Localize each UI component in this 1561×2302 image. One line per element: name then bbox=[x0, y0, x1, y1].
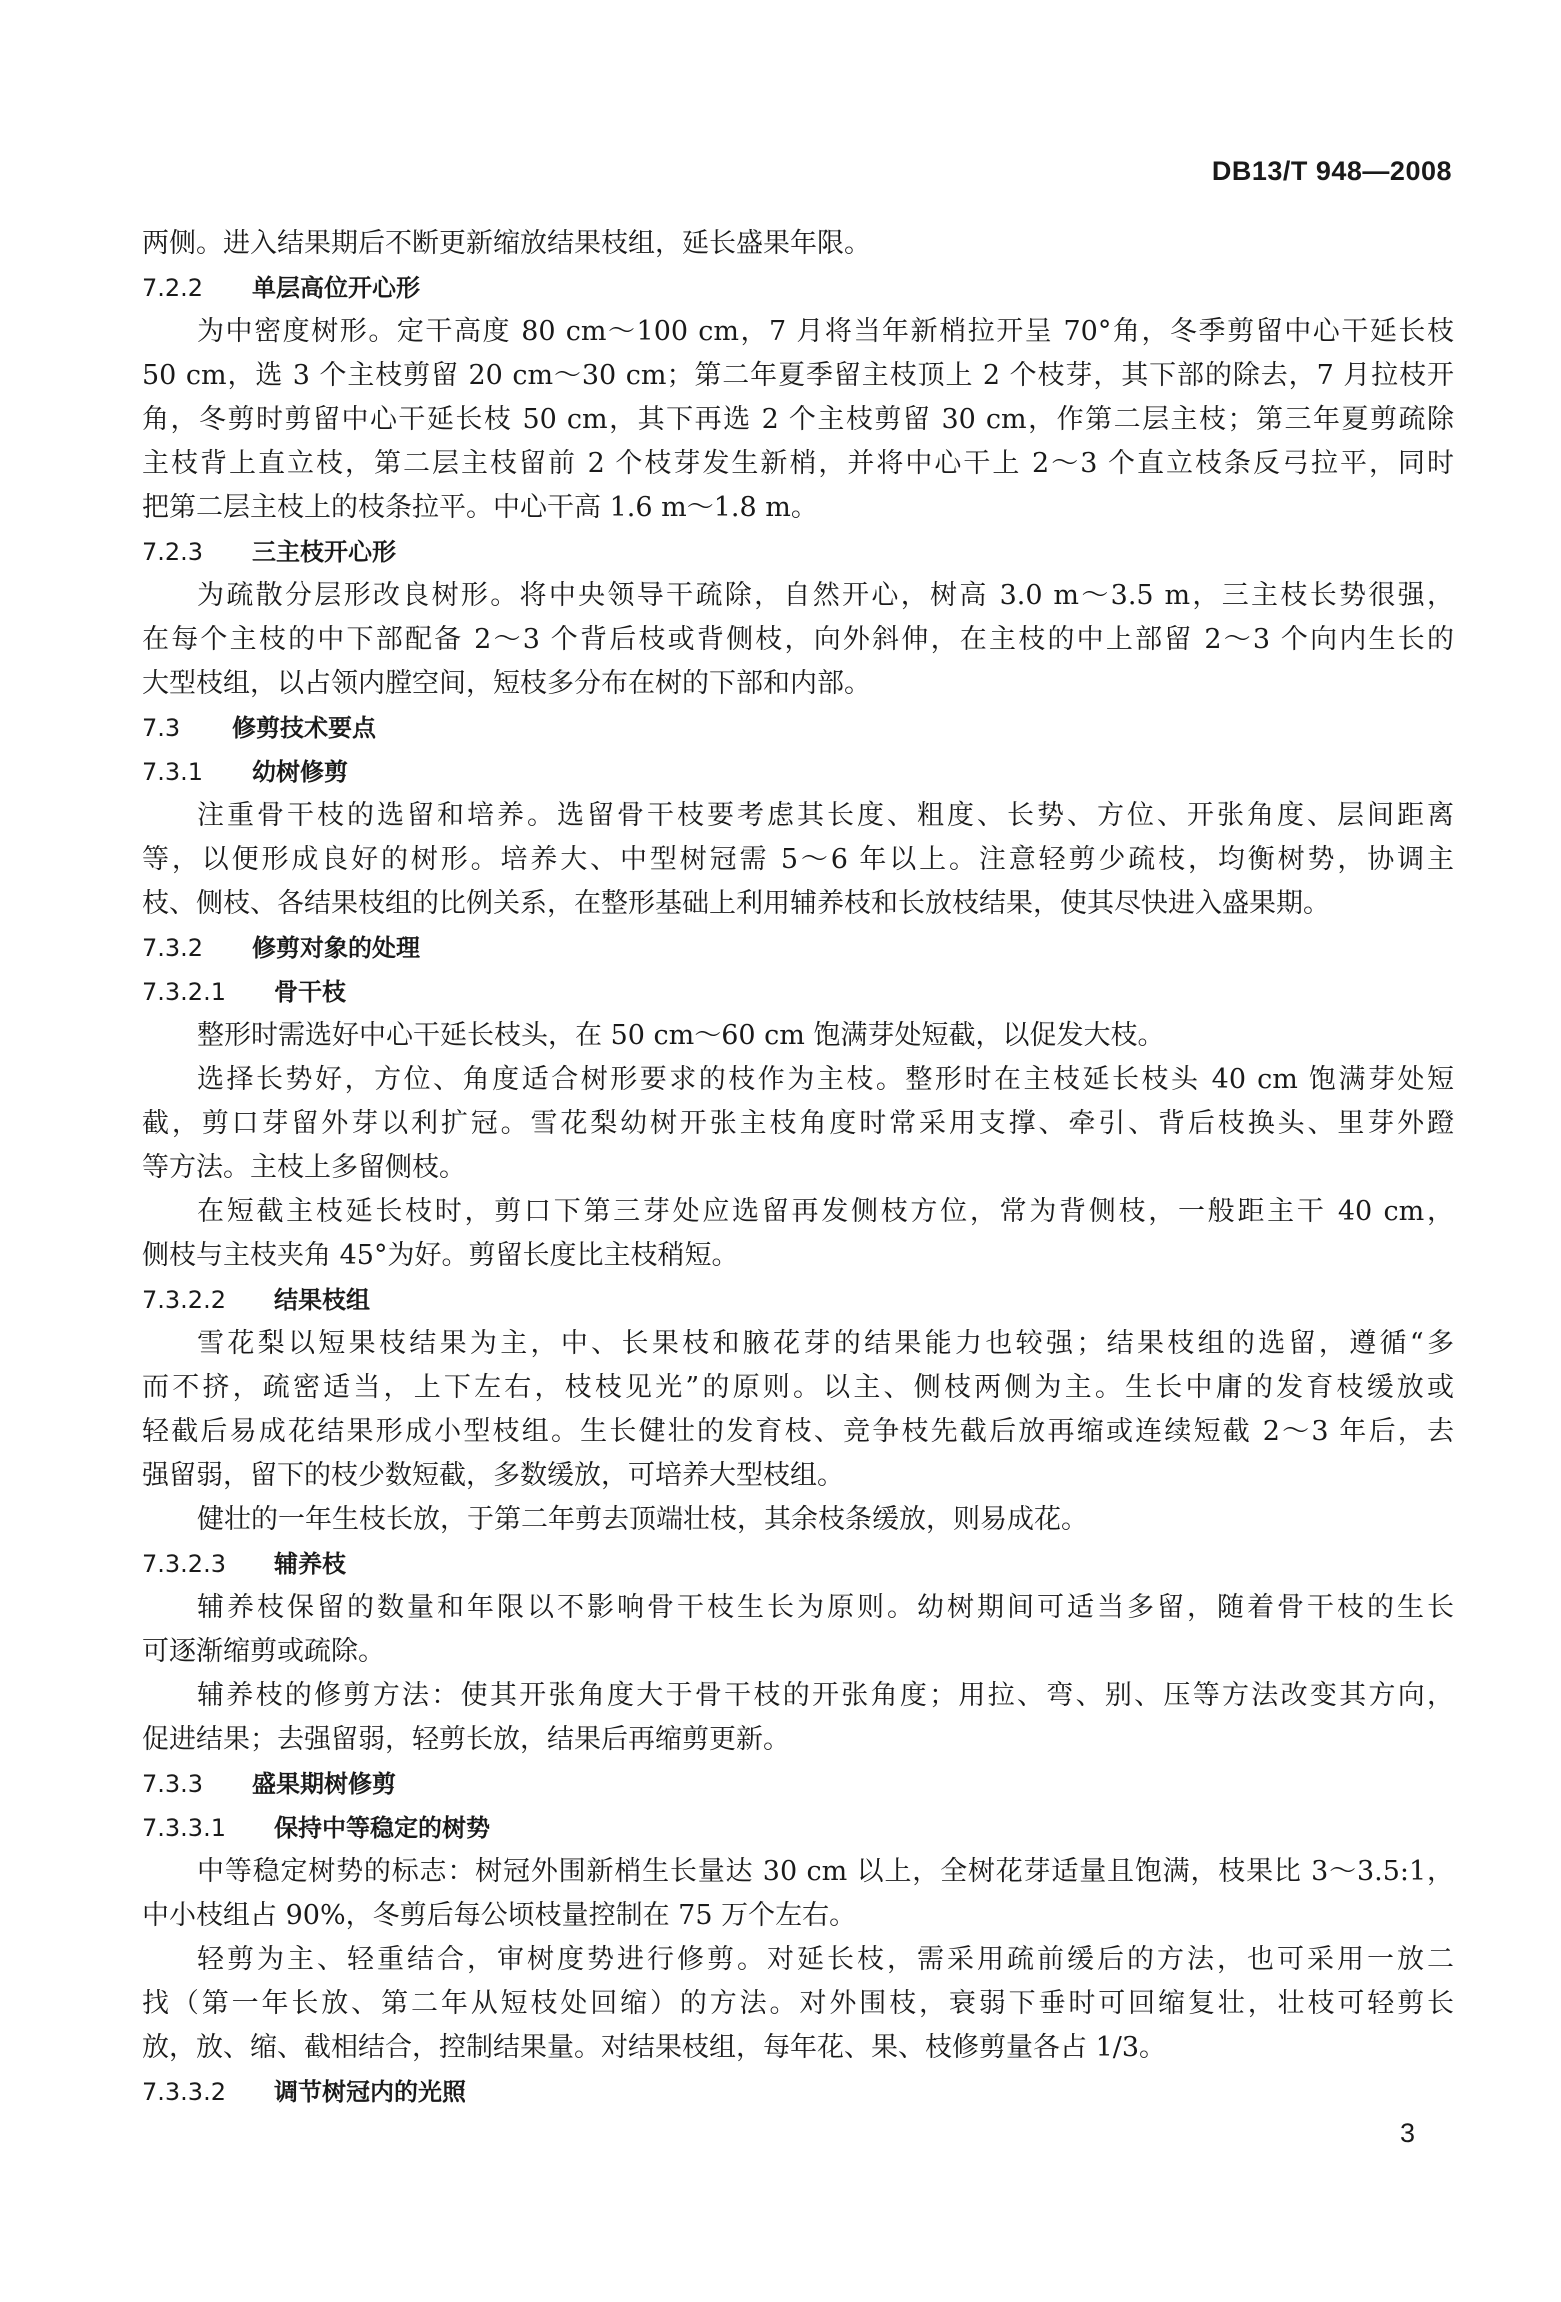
section-heading bbox=[142, 266, 1454, 310]
text-line: 注重骨干枝的选留和培养。选留骨干枝要考虑其长度、粗度、长势、方位、开张角度、层间距离 bbox=[197, 800, 1454, 831]
text-line: 等，以便形成良好的树形。培养大、中型树冠需 5～6 年以上。注意轻剪少疏枝，均衡树势，协调主 bbox=[142, 844, 1454, 875]
section-title: 修剪技术要点 bbox=[232, 714, 376, 742]
section-heading bbox=[142, 1762, 1454, 1806]
section-title: 结果枝组 bbox=[274, 1286, 370, 1314]
section-number: 7.3.1 bbox=[142, 758, 204, 786]
text-line: 为疏散分层形改良树形。将中央领导干疏除，自然开心，树高 3.0 m～3.5 m，三主枝长势很强， bbox=[197, 580, 1454, 611]
section-title: 修剪对象的处理 bbox=[252, 934, 420, 962]
section-heading bbox=[142, 706, 1454, 750]
text-line: 可逐渐缩剪或疏除。 bbox=[142, 1636, 385, 1667]
section-title: 三主枝开心形 bbox=[252, 538, 396, 566]
text-line: 角，冬剪时剪留中心干延长枝 50 cm，其下再选 2 个主枝剪留 30 cm，作第二层主枝；第三年夏剪疏除 bbox=[142, 404, 1454, 435]
text-line: 放，放、缩、截相结合，控制结果量。对结果枝组，每年花、果、枝修剪量各占 1/3。 bbox=[142, 2032, 1167, 2063]
text-line: 在每个主枝的中下部配备 2～3 个背后枝或背侧枝，向外斜伸，在主枝的中上部留 2～3 个向内生长的 bbox=[142, 624, 1454, 655]
section-title: 盛果期树修剪 bbox=[252, 1770, 396, 1798]
section-number: 7.3.2.1 bbox=[142, 978, 226, 1006]
section-heading bbox=[142, 1542, 1454, 1586]
text-line: 整形时需选好中心干延长枝头，在 50 cm～60 cm 饱满芽处短截，以促发大枝。 bbox=[197, 1020, 1165, 1051]
document-body bbox=[142, 222, 1454, 2114]
section-number: 7.3.2 bbox=[142, 934, 204, 962]
document-id: DB13/T 948—2008 bbox=[1211, 156, 1452, 186]
section-number: 7.3.2.2 bbox=[142, 1286, 226, 1314]
text-line: 在短截主枝延长枝时，剪口下第三芽处应选留再发侧枝方位，常为背侧枝，一般距主干 40 cm， bbox=[197, 1196, 1454, 1227]
section-heading bbox=[142, 530, 1454, 574]
text-line: 中小枝组占 90%，冬剪后每公顷枝量控制在 75 万个左右。 bbox=[142, 1900, 857, 1931]
page-number: 3 bbox=[1399, 2118, 1415, 2148]
text-line: 辅养枝保留的数量和年限以不影响骨干枝生长为原则。幼树期间可适当多留，随着骨干枝的生长 bbox=[197, 1592, 1454, 1623]
text-line: 为中密度树形。定干高度 80 cm～100 cm，7 月将当年新梢拉开呈 70°角，冬季剪留中心干延长枝 bbox=[197, 316, 1454, 347]
text-line: 枝、侧枝、各结果枝组的比例关系，在整形基础上利用辅养枝和长放枝结果，使其尽快进入盛果期。 bbox=[142, 888, 1330, 919]
text-line: 主枝背上直立枝，第二层主枝留前 2 个枝芽发生新梢，并将中心干上 2～3 个直立枝条反弓拉平，同时 bbox=[142, 448, 1454, 479]
text-line: 健壮的一年生枝长放，于第二年剪去顶端壮枝，其余枝条缓放，则易成花。 bbox=[197, 1504, 1088, 1535]
text-line: 截，剪口芽留外芽以利扩冠。雪花梨幼树开张主枝角度时常采用支撑、牵引、背后枝换头、里芽外蹬 bbox=[142, 1108, 1454, 1139]
section-title: 保持中等稳定的树势 bbox=[274, 1814, 490, 1842]
text-line: 选择长势好，方位、角度适合树形要求的枝作为主枝。整形时在主枝延长枝头 40 cm 饱满芽处短 bbox=[197, 1064, 1454, 1095]
text-line: 50 cm，选 3 个主枝剪留 20 cm～30 cm；第二年夏季留主枝顶上 2 个枝芽，其下部的除去，7 月拉枝开 bbox=[142, 360, 1454, 391]
section-title: 辅养枝 bbox=[274, 1550, 346, 1578]
text-line: 促进结果；去强留弱，轻剪长放，结果后再缩剪更新。 bbox=[142, 1724, 790, 1755]
section-number: 7.3.2.3 bbox=[142, 1550, 226, 1578]
section-heading bbox=[142, 2070, 1454, 2114]
text-line: 大型枝组，以占领内膛空间，短枝多分布在树的下部和内部。 bbox=[142, 668, 871, 699]
text-line: 把第二层主枝上的枝条拉平。中心干高 1.6 m～1.8 m。 bbox=[142, 492, 818, 523]
section-number: 7.2.2 bbox=[142, 274, 204, 302]
section-number: 7.3.3.1 bbox=[142, 1814, 226, 1842]
text-line: 轻剪为主、轻重结合，审树度势进行修剪。对延长枝，需采用疏前缓后的方法，也可采用一放二 bbox=[197, 1944, 1454, 1975]
section-title: 单层高位开心形 bbox=[252, 274, 420, 302]
section-number: 7.3.3.2 bbox=[142, 2078, 226, 2106]
text-line: 等方法。主枝上多留侧枝。 bbox=[142, 1152, 466, 1183]
section-number: 7.3 bbox=[142, 714, 181, 742]
section-heading bbox=[142, 750, 1454, 794]
section-number: 7.3.3 bbox=[142, 1770, 204, 1798]
section-title: 调节树冠内的光照 bbox=[274, 2078, 466, 2106]
section-heading bbox=[142, 926, 1454, 970]
section-heading bbox=[142, 970, 1454, 1014]
section-title: 幼树修剪 bbox=[252, 758, 348, 786]
text-line: 中等稳定树势的标志：树冠外围新梢生长量达 30 cm 以上，全树花芽适量且饱满，枝果比 3～3.5:1， bbox=[197, 1856, 1454, 1887]
section-heading bbox=[142, 1806, 1454, 1850]
text-line: 而不挤，疏密适当，上下左右，枝枝见光”的原则。以主、侧枝两侧为主。生长中庸的发育枝缓放或 bbox=[142, 1372, 1454, 1403]
text-line: 找（第一年长放、第二年从短枝处回缩）的方法。对外围枝，衰弱下垂时可回缩复壮，壮枝可轻剪长 bbox=[142, 1988, 1454, 2019]
section-title: 骨干枝 bbox=[274, 978, 346, 1006]
text-line: 辅养枝的修剪方法：使其开张角度大于骨干枝的开张角度；用拉、弯、别、压等方法改变其方向， bbox=[197, 1680, 1454, 1711]
text-line: 强留弱，留下的枝少数短截，多数缓放，可培养大型枝组。 bbox=[142, 1460, 844, 1491]
section-heading bbox=[142, 1278, 1454, 1322]
text-line: 侧枝与主枝夹角 45°为好。剪留长度比主枝稍短。 bbox=[142, 1240, 739, 1271]
text-line: 轻截后易成花结果形成小型枝组。生长健壮的发育枝、竞争枝先截后放再缩或连续短截 2～3 年后，去 bbox=[142, 1416, 1454, 1447]
text-line: 两侧。进入结果期后不断更新缩放结果枝组，延长盛果年限。 bbox=[142, 228, 871, 259]
section-number: 7.2.3 bbox=[142, 538, 204, 566]
text-line: 雪花梨以短果枝结果为主，中、长果枝和腋花芽的结果能力也较强；结果枝组的选留，遵循“多 bbox=[197, 1328, 1454, 1359]
